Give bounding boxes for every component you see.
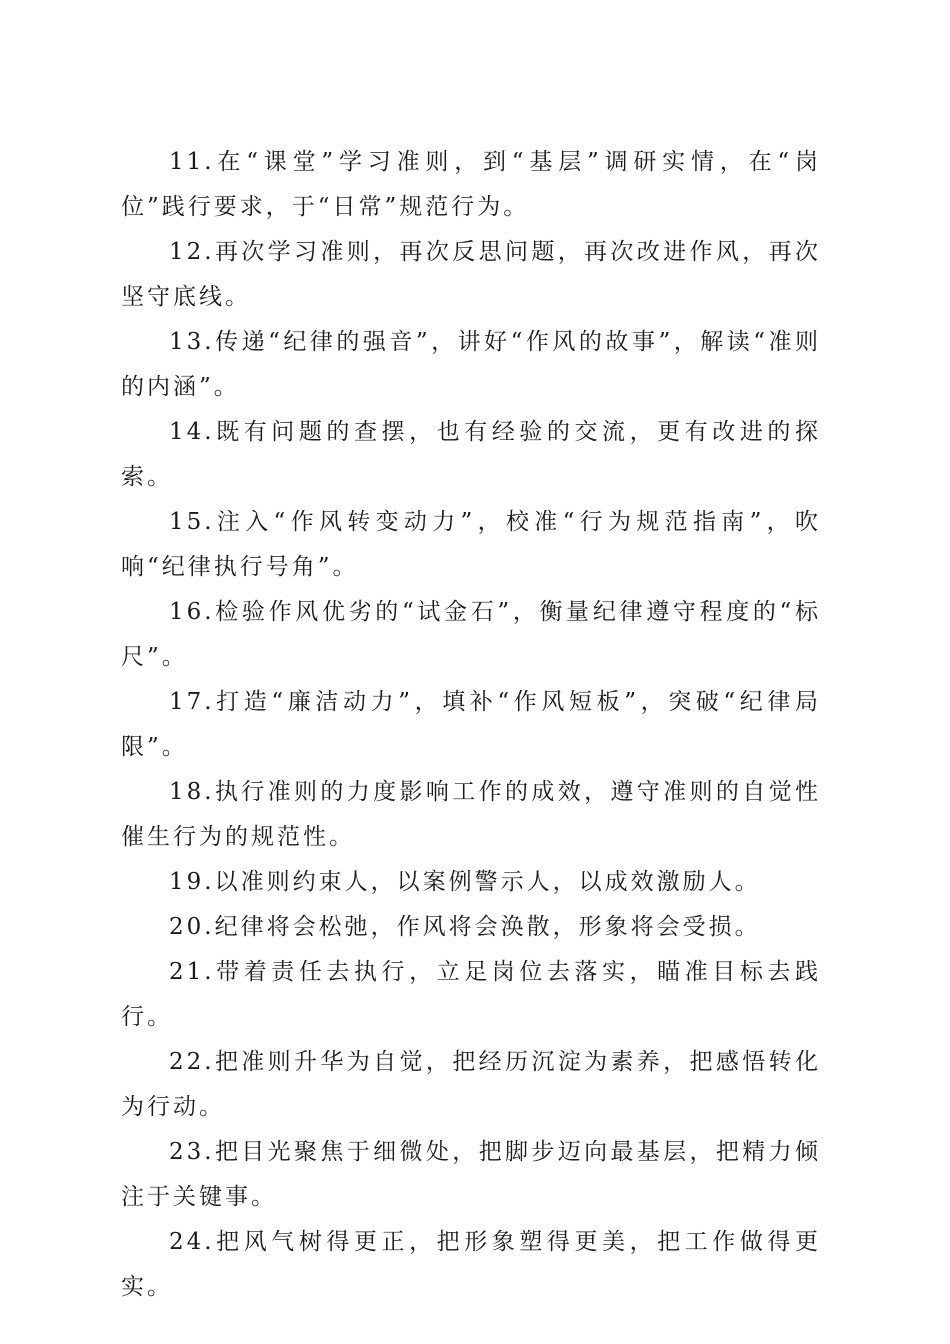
paragraph-21: 21.带着责任去执行，立足岗位去落实，瞄准目标去践行。 [121,959,821,1030]
paragraph-17: 17.打造“廉洁动力”，填补“作风短板”，突破“纪律局限”。 [121,689,821,760]
paragraph-23: 23.把目光聚焦于细微处，把脚步迈向最基层，把精力倾注于关键事。 [121,1139,821,1210]
paragraph-22: 22.把准则升华为自觉，把经历沉淀为素养，把感悟转化为行动。 [121,1049,821,1120]
paragraph-20: 20.纪律将会松弛，作风将会涣散，形象将会受损。 [169,914,761,940]
paragraph-16: 16.检验作风优劣的“试金石”，衡量纪律遵守程度的“标尺”。 [121,599,821,670]
paragraph-19: 19.以准则约束人，以案例警示人，以成效激励人。 [169,869,761,895]
paragraph-18: 18.执行准则的力度影响工作的成效，遵守准则的自觉性催生行为的规范性。 [121,779,821,850]
paragraph-15: 15.注入“作风转变动力”，校准“行为规范指南”，吹响“纪律执行号角”。 [121,509,821,580]
paragraph-11: 11.在“课堂”学习准则，到“基层”调研实情，在“岗位”践行要求，于“日常”规范行为。 [121,149,821,220]
paragraph-24: 24.把风气树得更正，把形象塑得更美，把工作做得更实。 [121,1229,821,1300]
document-body [121,140,821,1310]
paragraph-13: 13.传递“纪律的强音”，讲好“作风的故事”，解读“准则的内涵”。 [121,329,821,400]
paragraph-14: 14.既有问题的查摆，也有经验的交流，更有改进的探索。 [121,419,821,490]
paragraph-12: 12.再次学习准则，再次反思问题，再次改进作风，再次坚守底线。 [121,239,821,310]
